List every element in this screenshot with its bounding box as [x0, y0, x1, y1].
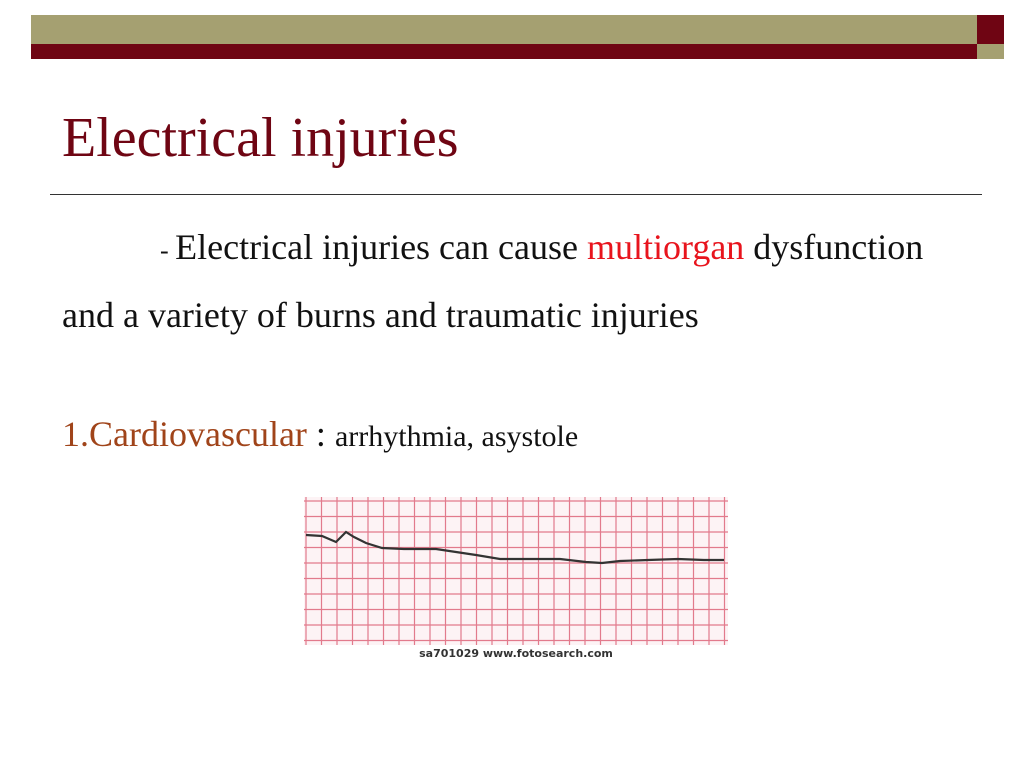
title-divider — [50, 194, 982, 195]
list-item-separator: : — [306, 414, 335, 454]
corner-square-olive — [977, 44, 1004, 59]
bullet-text-end: dysfunction and a variety of burns and traumatic injuries — [62, 227, 924, 335]
slide-title: Electrical injuries — [62, 107, 459, 169]
bullet-dash: - — [160, 236, 176, 265]
ecg-strip-image — [304, 497, 728, 663]
header-bar-maroon — [31, 44, 977, 59]
list-item-detail: arrhythmia, asystole — [334, 420, 579, 453]
header-bar-olive — [31, 15, 977, 44]
bullet-text-start: Electrical injuries can cause — [175, 227, 587, 267]
bullet-highlight: multiorgan — [586, 227, 745, 267]
list-item-cardiovascular — [62, 413, 578, 455]
list-item-label: 1.Cardiovascular — [62, 414, 307, 454]
corner-square-maroon — [977, 15, 1004, 44]
bullet-paragraph — [62, 215, 962, 347]
ecg-watermark-caption: sa701029 www.fotosearch.com — [419, 647, 613, 660]
